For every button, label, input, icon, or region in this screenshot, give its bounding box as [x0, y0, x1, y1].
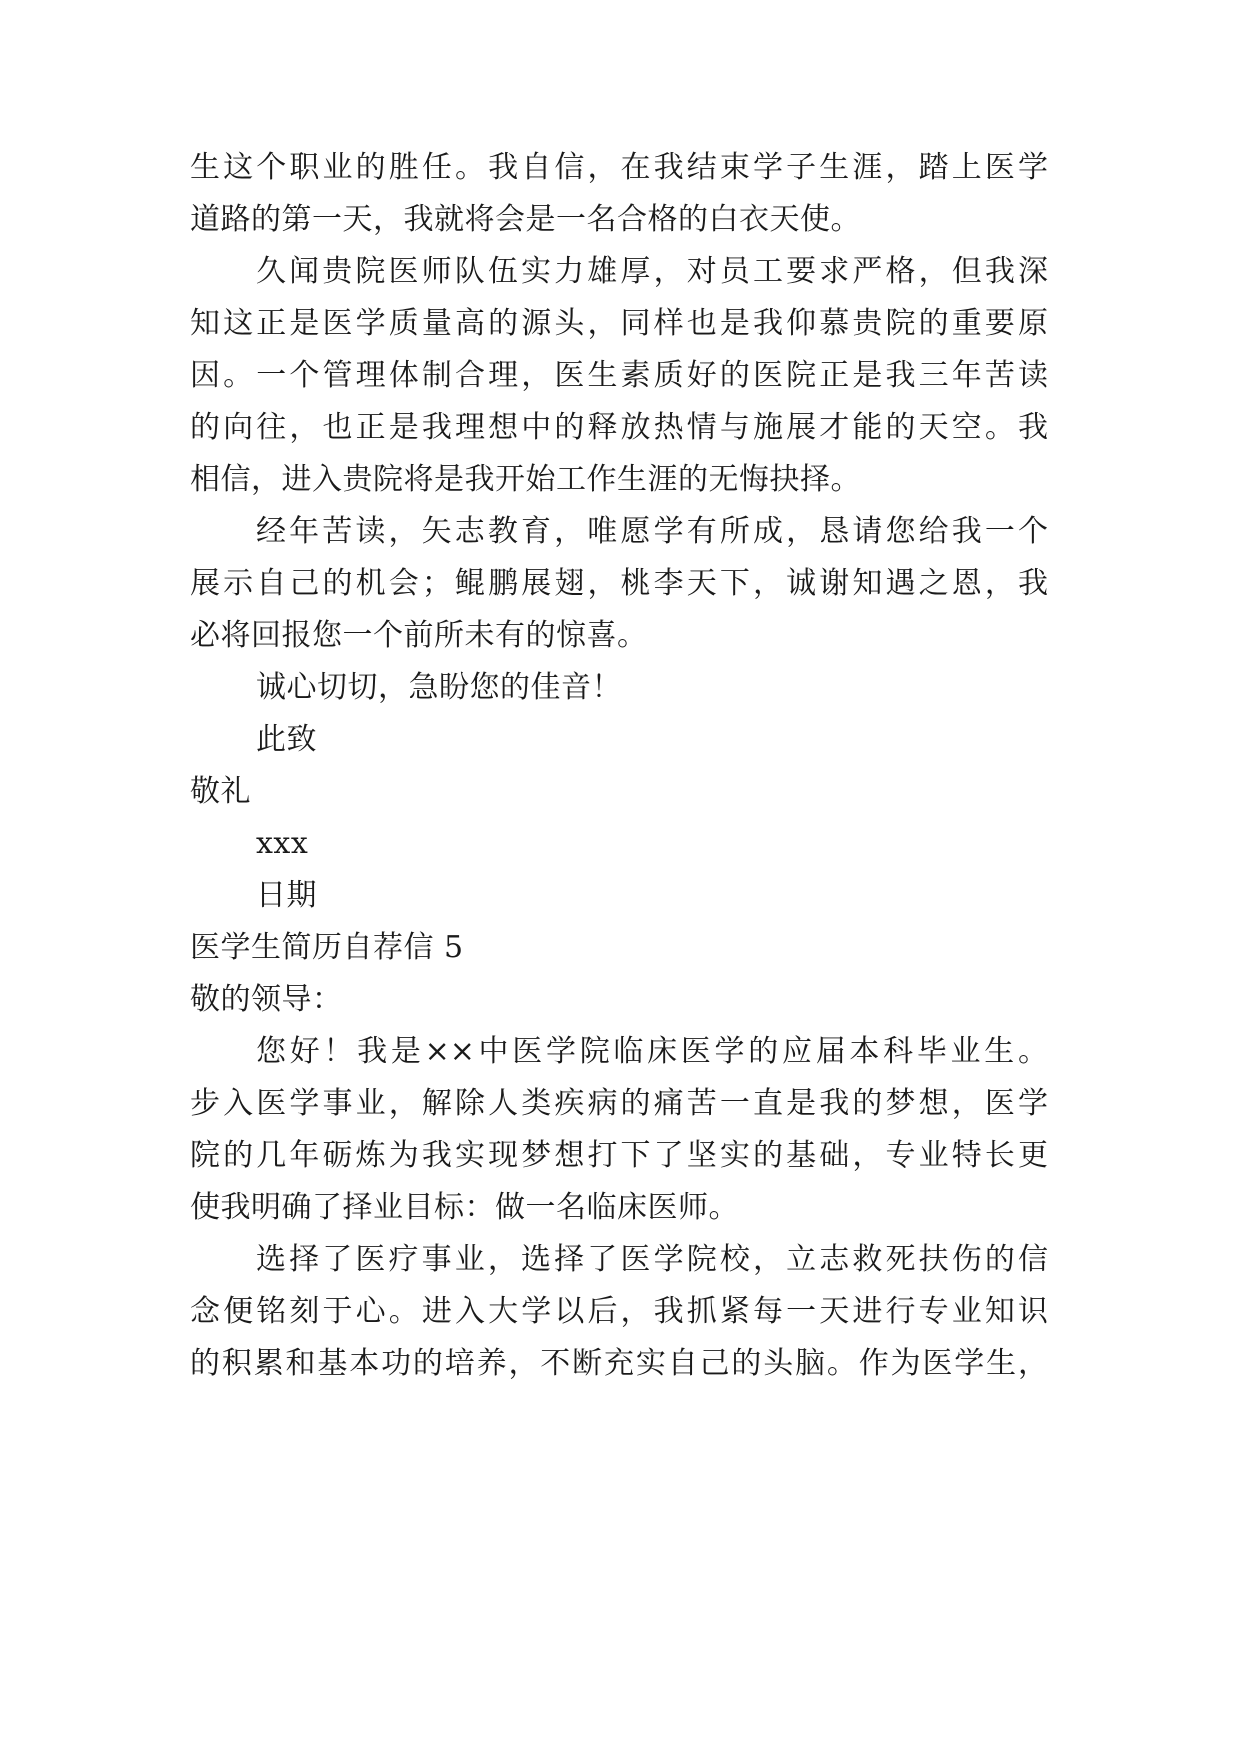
- paragraph-line: 久闻贵院医师队伍实力雄厚，对员工要求严格，但我深: [256, 254, 1048, 289]
- paragraph-line: 必将回报您一个前所未有的惊喜。: [190, 618, 648, 653]
- paragraph-line: 的向往，也正是我理想中的释放热情与施展才能的天空。我: [190, 410, 1048, 445]
- paragraph-line: 您好！我是××中医学院临床医学的应届本科毕业生。: [256, 1034, 1048, 1069]
- salutation-cizhi: 此致: [256, 722, 317, 757]
- paragraph-line: 选择了医疗事业，选择了医学院校，立志救死扶伤的信: [256, 1242, 1048, 1277]
- salutation-jingli: 敬礼: [190, 774, 251, 809]
- signature-date: 日期: [256, 878, 317, 913]
- paragraph-line: 步入医学事业，解除人类疾病的痛苦一直是我的梦想，医学: [190, 1086, 1048, 1121]
- paragraph-line: 念便铭刻于心。进入大学以后，我抓紧每一天进行专业知识: [190, 1294, 1048, 1329]
- paragraph-line: 生这个职业的胜任。我自信，在我结束学子生涯，踏上医学: [190, 150, 1048, 185]
- closing-line: 诚心切切，急盼您的佳音！: [256, 670, 622, 705]
- paragraph-line: 相信，进入贵院将是我开始工作生涯的无悔抉择。: [190, 462, 861, 497]
- section-heading: 医学生简历自荐信 5: [190, 930, 464, 965]
- paragraph-line: 的积累和基本功的培养，不断充实自己的头脑。作为医学生，: [190, 1346, 1048, 1381]
- paragraph-line: 使我明确了择业目标：做一名临床医师。: [190, 1190, 739, 1225]
- paragraph-line: 道路的第一天，我就将会是一名合格的白衣天使。: [190, 202, 861, 237]
- signature-name: xxx: [256, 826, 309, 861]
- paragraph-line: 院的几年砺炼为我实现梦想打下了坚实的基础，专业特长更: [190, 1138, 1048, 1173]
- paragraph-line: 因。一个管理体制合理，医生素质好的医院正是我三年苦读: [190, 358, 1048, 393]
- paragraph-line: 知这正是医学质量高的源头，同样也是我仰慕贵院的重要原: [190, 306, 1048, 341]
- paragraph-line: 展示自己的机会；鲲鹏展翅，桃李天下，诚谢知遇之恩，我: [190, 566, 1048, 601]
- paragraph-line: 经年苦读，矢志教育，唯愿学有所成，恳请您给我一个: [256, 514, 1048, 549]
- letter-greeting: 敬的领导：: [190, 982, 343, 1017]
